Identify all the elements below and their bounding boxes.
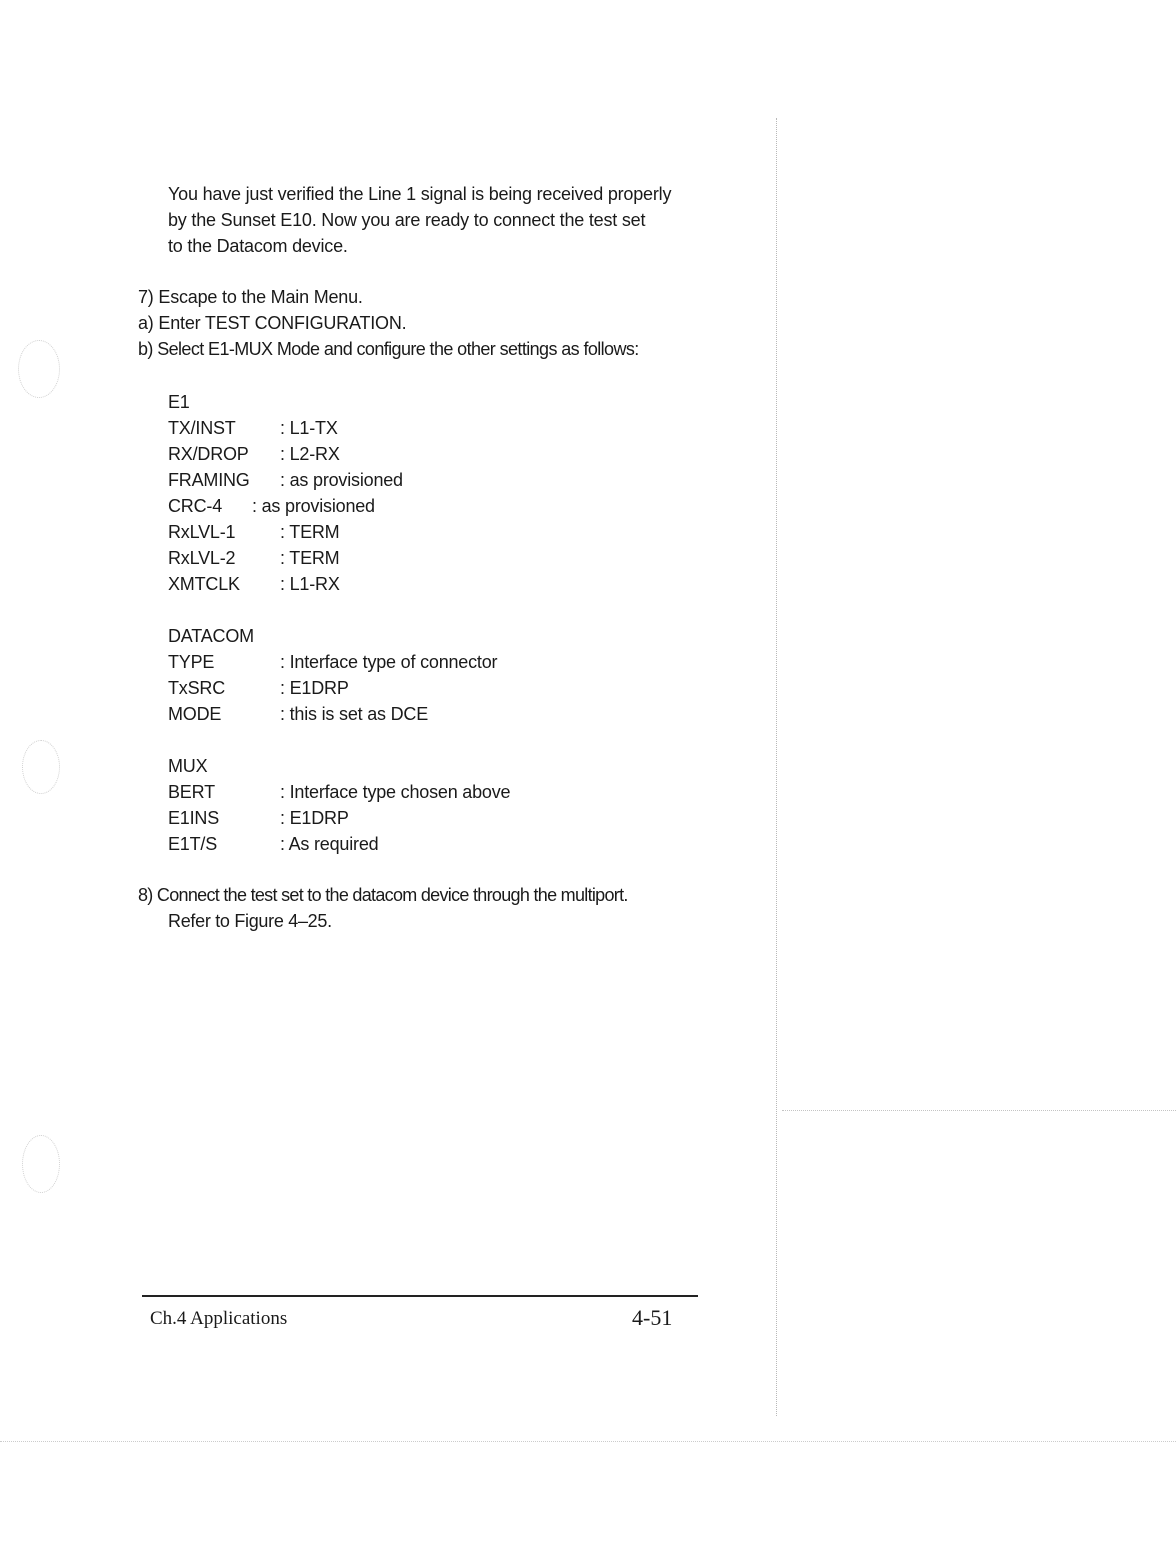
setting-row: [168, 519, 340, 545]
setting-key: RxLVL-2: [168, 548, 236, 568]
intro-line: You have just verified the Line 1 signal is being received properly: [168, 184, 672, 204]
step-8: 8) Connect the test set to the datacom device through the multiport.: [138, 885, 628, 905]
chapter-label: Ch.4 Applications: [150, 1308, 288, 1329]
setting-value: : L1-RX: [280, 574, 340, 594]
scan-hole-mark: [18, 340, 60, 398]
setting-row: [168, 545, 340, 571]
step-7a: a) Enter TEST CONFIGURATION.: [138, 313, 407, 333]
setting-value: : TERM: [280, 522, 340, 542]
setting-value: : E1DRP: [280, 808, 349, 828]
datacom-heading: DATACOM: [168, 626, 254, 646]
setting-key: RX/DROP: [168, 444, 249, 464]
intro-line: to the Datacom device.: [168, 236, 348, 256]
setting-row: [168, 701, 429, 727]
setting-key: TX/INST: [168, 418, 236, 438]
setting-row: [168, 805, 349, 831]
setting-key: FRAMING: [168, 470, 250, 490]
setting-key: CRC-4: [168, 496, 223, 516]
step-7b: b) Select E1-MUX Mode and configure the other settings as follows:: [138, 339, 639, 359]
setting-row: [168, 493, 375, 519]
datacom-settings: [168, 623, 498, 727]
setting-row: [168, 571, 340, 597]
scan-artifact-line: [782, 1110, 1176, 1111]
setting-key: E1INS: [168, 808, 220, 828]
setting-row: [168, 649, 498, 675]
scan-hole-mark: [22, 1135, 60, 1193]
e1-settings: [168, 389, 403, 597]
step-8-reference: Refer to Figure 4–25.: [168, 911, 332, 931]
setting-value: : TERM: [280, 548, 340, 568]
setting-value: : as provisioned: [252, 496, 375, 516]
footer-divider: [142, 1295, 698, 1297]
setting-value: : E1DRP: [280, 678, 349, 698]
setting-row: [168, 831, 379, 857]
scan-hole-mark: [22, 740, 60, 794]
setting-key: XMTCLK: [168, 574, 240, 594]
setting-key: E1T/S: [168, 834, 218, 854]
setting-value: : Interface type chosen above: [280, 782, 511, 802]
setting-row: [168, 441, 340, 467]
setting-row: [168, 467, 403, 493]
setting-key: MODE: [168, 704, 222, 724]
step-7-instructions: [138, 284, 708, 362]
intro-line: by the Sunset E10. Now you are ready to connect the test set: [168, 210, 646, 230]
setting-row: [168, 415, 338, 441]
setting-value: : As required: [280, 834, 379, 854]
step-7: 7) Escape to the Main Menu.: [138, 287, 363, 307]
intro-paragraph: [168, 181, 708, 259]
setting-value: : as provisioned: [280, 470, 403, 490]
setting-row: [168, 675, 349, 701]
setting-key: TxSRC: [168, 678, 225, 698]
page-margin-line: [776, 118, 777, 1416]
scan-edge-line: [0, 1441, 1176, 1442]
setting-key: BERT: [168, 782, 215, 802]
setting-value: : Interface type of connector: [280, 652, 498, 672]
setting-key: TYPE: [168, 652, 215, 672]
page-number: 4-51: [632, 1305, 673, 1330]
mux-heading: MUX: [168, 756, 208, 776]
step-8-instructions: [138, 882, 718, 934]
setting-value: : L2-RX: [280, 444, 340, 464]
e1-heading: E1: [168, 392, 190, 412]
setting-value: : this is set as DCE: [280, 704, 429, 724]
setting-value: : L1-TX: [280, 418, 338, 438]
setting-key: RxLVL-1: [168, 522, 236, 542]
mux-settings: [168, 753, 511, 857]
setting-row: [168, 779, 511, 805]
